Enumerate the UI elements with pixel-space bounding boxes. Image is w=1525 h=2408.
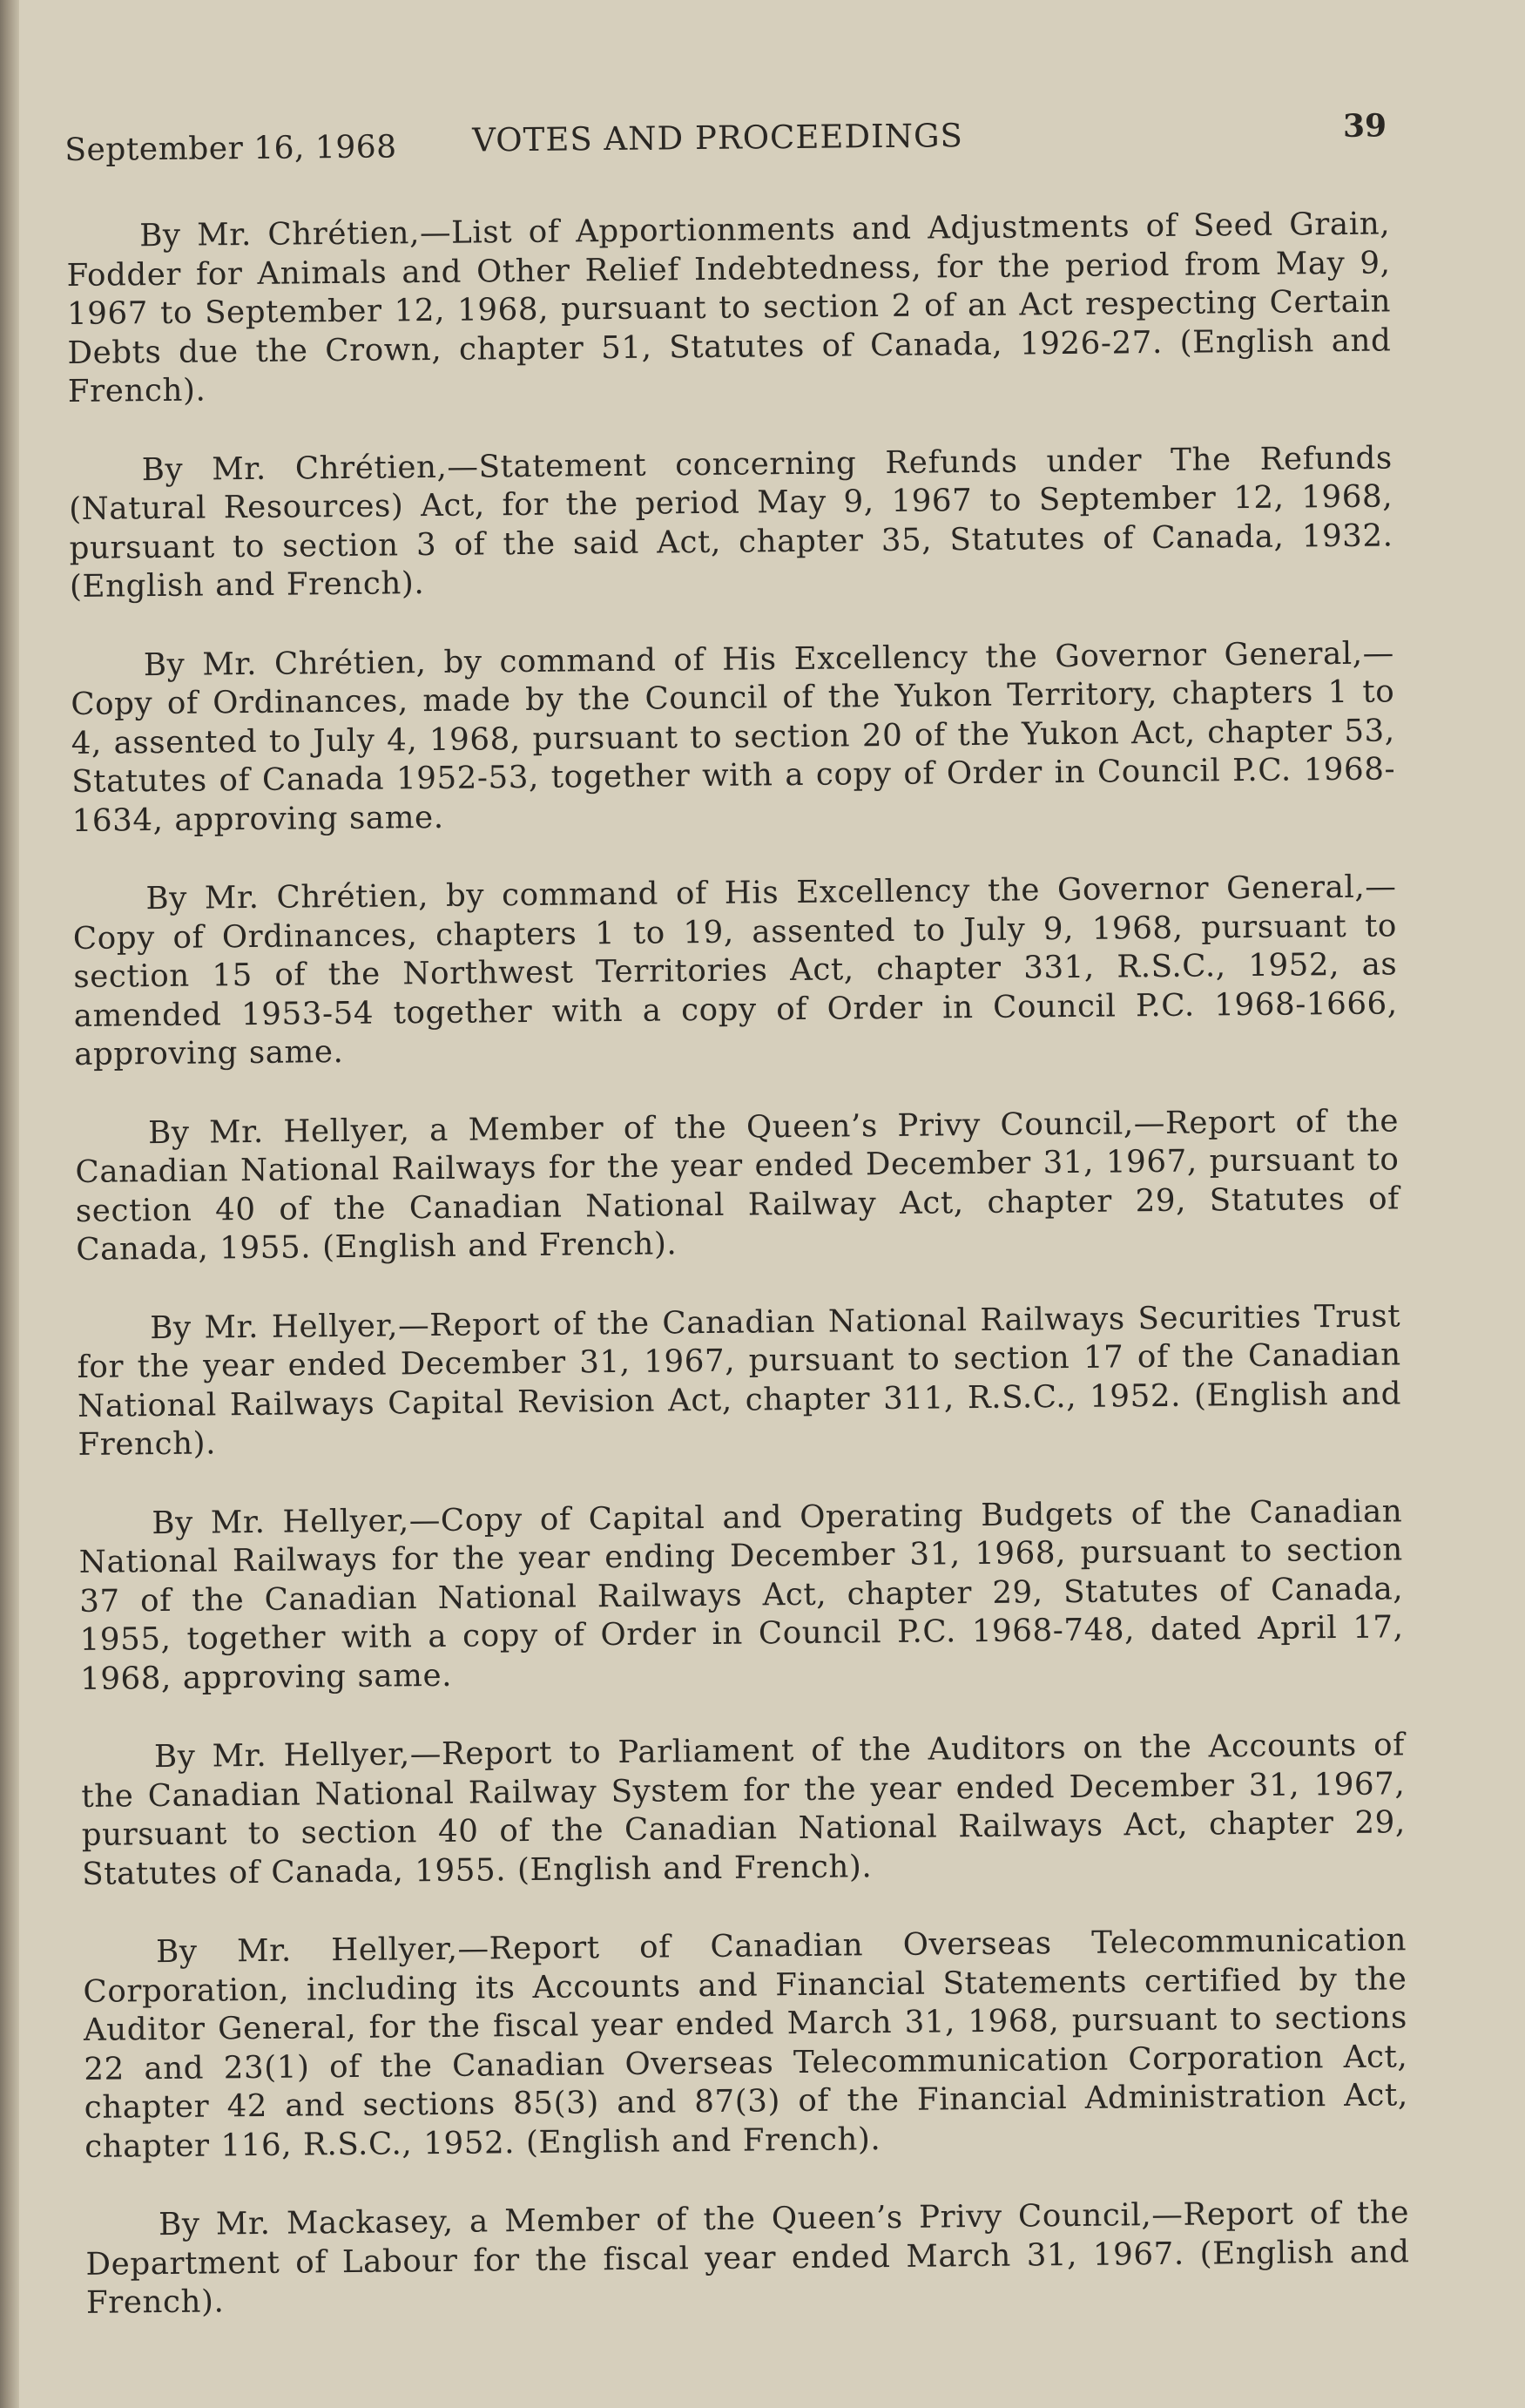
entry-hellyer-cnr-report: By Mr. Hellyer, a Member of the Queen’s Privy Council,—Report of the Canadian National Railways for the year ended December 31, 1967, pursuant to section 40 of the Canadian National Railway Act, chapter 29, Statutes of Canada, 1955. (English and French). — [75, 1102, 1400, 1268]
page-number: 39 — [1342, 107, 1387, 145]
proceedings-body — [66, 205, 1411, 2363]
entry-mackasey-labour: By Mr. Mackasey, a Member of the Queen’s Privy Council,—Report of the Department of Labour for the fiscal year ended March 31, 1967. (English and French). — [85, 2195, 1410, 2321]
entry-hellyer-budgets: By Mr. Hellyer,—Copy of Capital and Operating Budgets of the Canadian National Railways for the year ending December 31, 1968, pursuant to section 37 of the Canadian National Railways Act, chapter 29, Statutes of Canada, 1955, together with a copy of Order in Council P.C. 1968-748, dated April 17, 1968, approving same. — [78, 1492, 1404, 1697]
entry-chretien-nwt-ordinances: By Mr. Chrétien, by command of His Excellency the Governor General,— Copy of Ordinances, chapters 1 to 19, assented to July 9, 1968, pursuant to section 15 of the Northwest Territories Act, chapter 331, R.S.C., 1952, as amended 1953-54 together with a copy of Order in Council P.C. 1968-1666, approving same. — [72, 869, 1398, 1072]
entry-hellyer-auditors-report: By Mr. Hellyer,—Report to Parliament of the Auditors on the Accounts of the Canadian National Railway System for the year ended December 31, 1967, pursuant to section 40 of the Canadian National Railways Act, chapter 29, Statutes of Canada, 1955. (English and French). — [81, 1727, 1406, 1892]
entry-hellyer-securities-trust: By Mr. Hellyer,—Report of the Canadian National Railways Securities Trust for the year ended December 31, 1967, pursuant to section 17 of the Canadian National Railways Capital Revision Act, chapter 311, R.S.C., 1952. (English and French). — [77, 1297, 1402, 1463]
running-header — [64, 107, 1387, 172]
header-date: September 16, 1968 — [64, 129, 397, 168]
entry-chretien-refunds: By Mr. Chrétien,—Statement concerning Refunds under The Refunds (Natural Resources) Act, for the period May 9, 1967 to September 12, 1968, pursuant to section 3 of the said Act, chapter 35, Statutes of Canada, 1932. (English and French). — [69, 439, 1393, 605]
header-title: VOTES AND PROCEEDINGS — [472, 117, 964, 159]
entry-chretien-seed-grain: By Mr. Chrétien,—List of Apportionments and Adjustments of Seed Grain, Fodder for Animals and Other Relief Indebtedness, for the period from May 9, 1967 to September 12, 1968, pursuant to section 2 of an Act respecting Certain Debts due the Crown, chapter 51, Statutes of Canada, 1926-27. (English and French). — [66, 206, 1392, 409]
entry-hellyer-overseas-telecom: By Mr. Hellyer,—Report of Canadian Overseas Telecommunication Corporation, including its Accounts and Financial Statements certified by the Auditor General, for the fiscal year ended March 31, 1968, pursuant to sections 22 and 23(1) of the Canadian Overseas Telecommunication Corporation Act, chapter 42 and sections 85(3) and 87(3) of the Financial Administration Act, chapter 116, R.S.C., 1952. (English and French). — [83, 1922, 1408, 2165]
entry-chretien-yukon-ordinances: By Mr. Chrétien, by command of His Excellency the Governor General,— Copy of Ordinances, made by the Council of the Yukon Territory, chapters 1 to 4, assented to July 4, 1968, pursuant to section 20 of the Yukon Act, chapter 53, Statutes of Canada 1952-53, together with a copy of Order in Council P.C. 1968-1634, approving same. — [71, 634, 1396, 839]
